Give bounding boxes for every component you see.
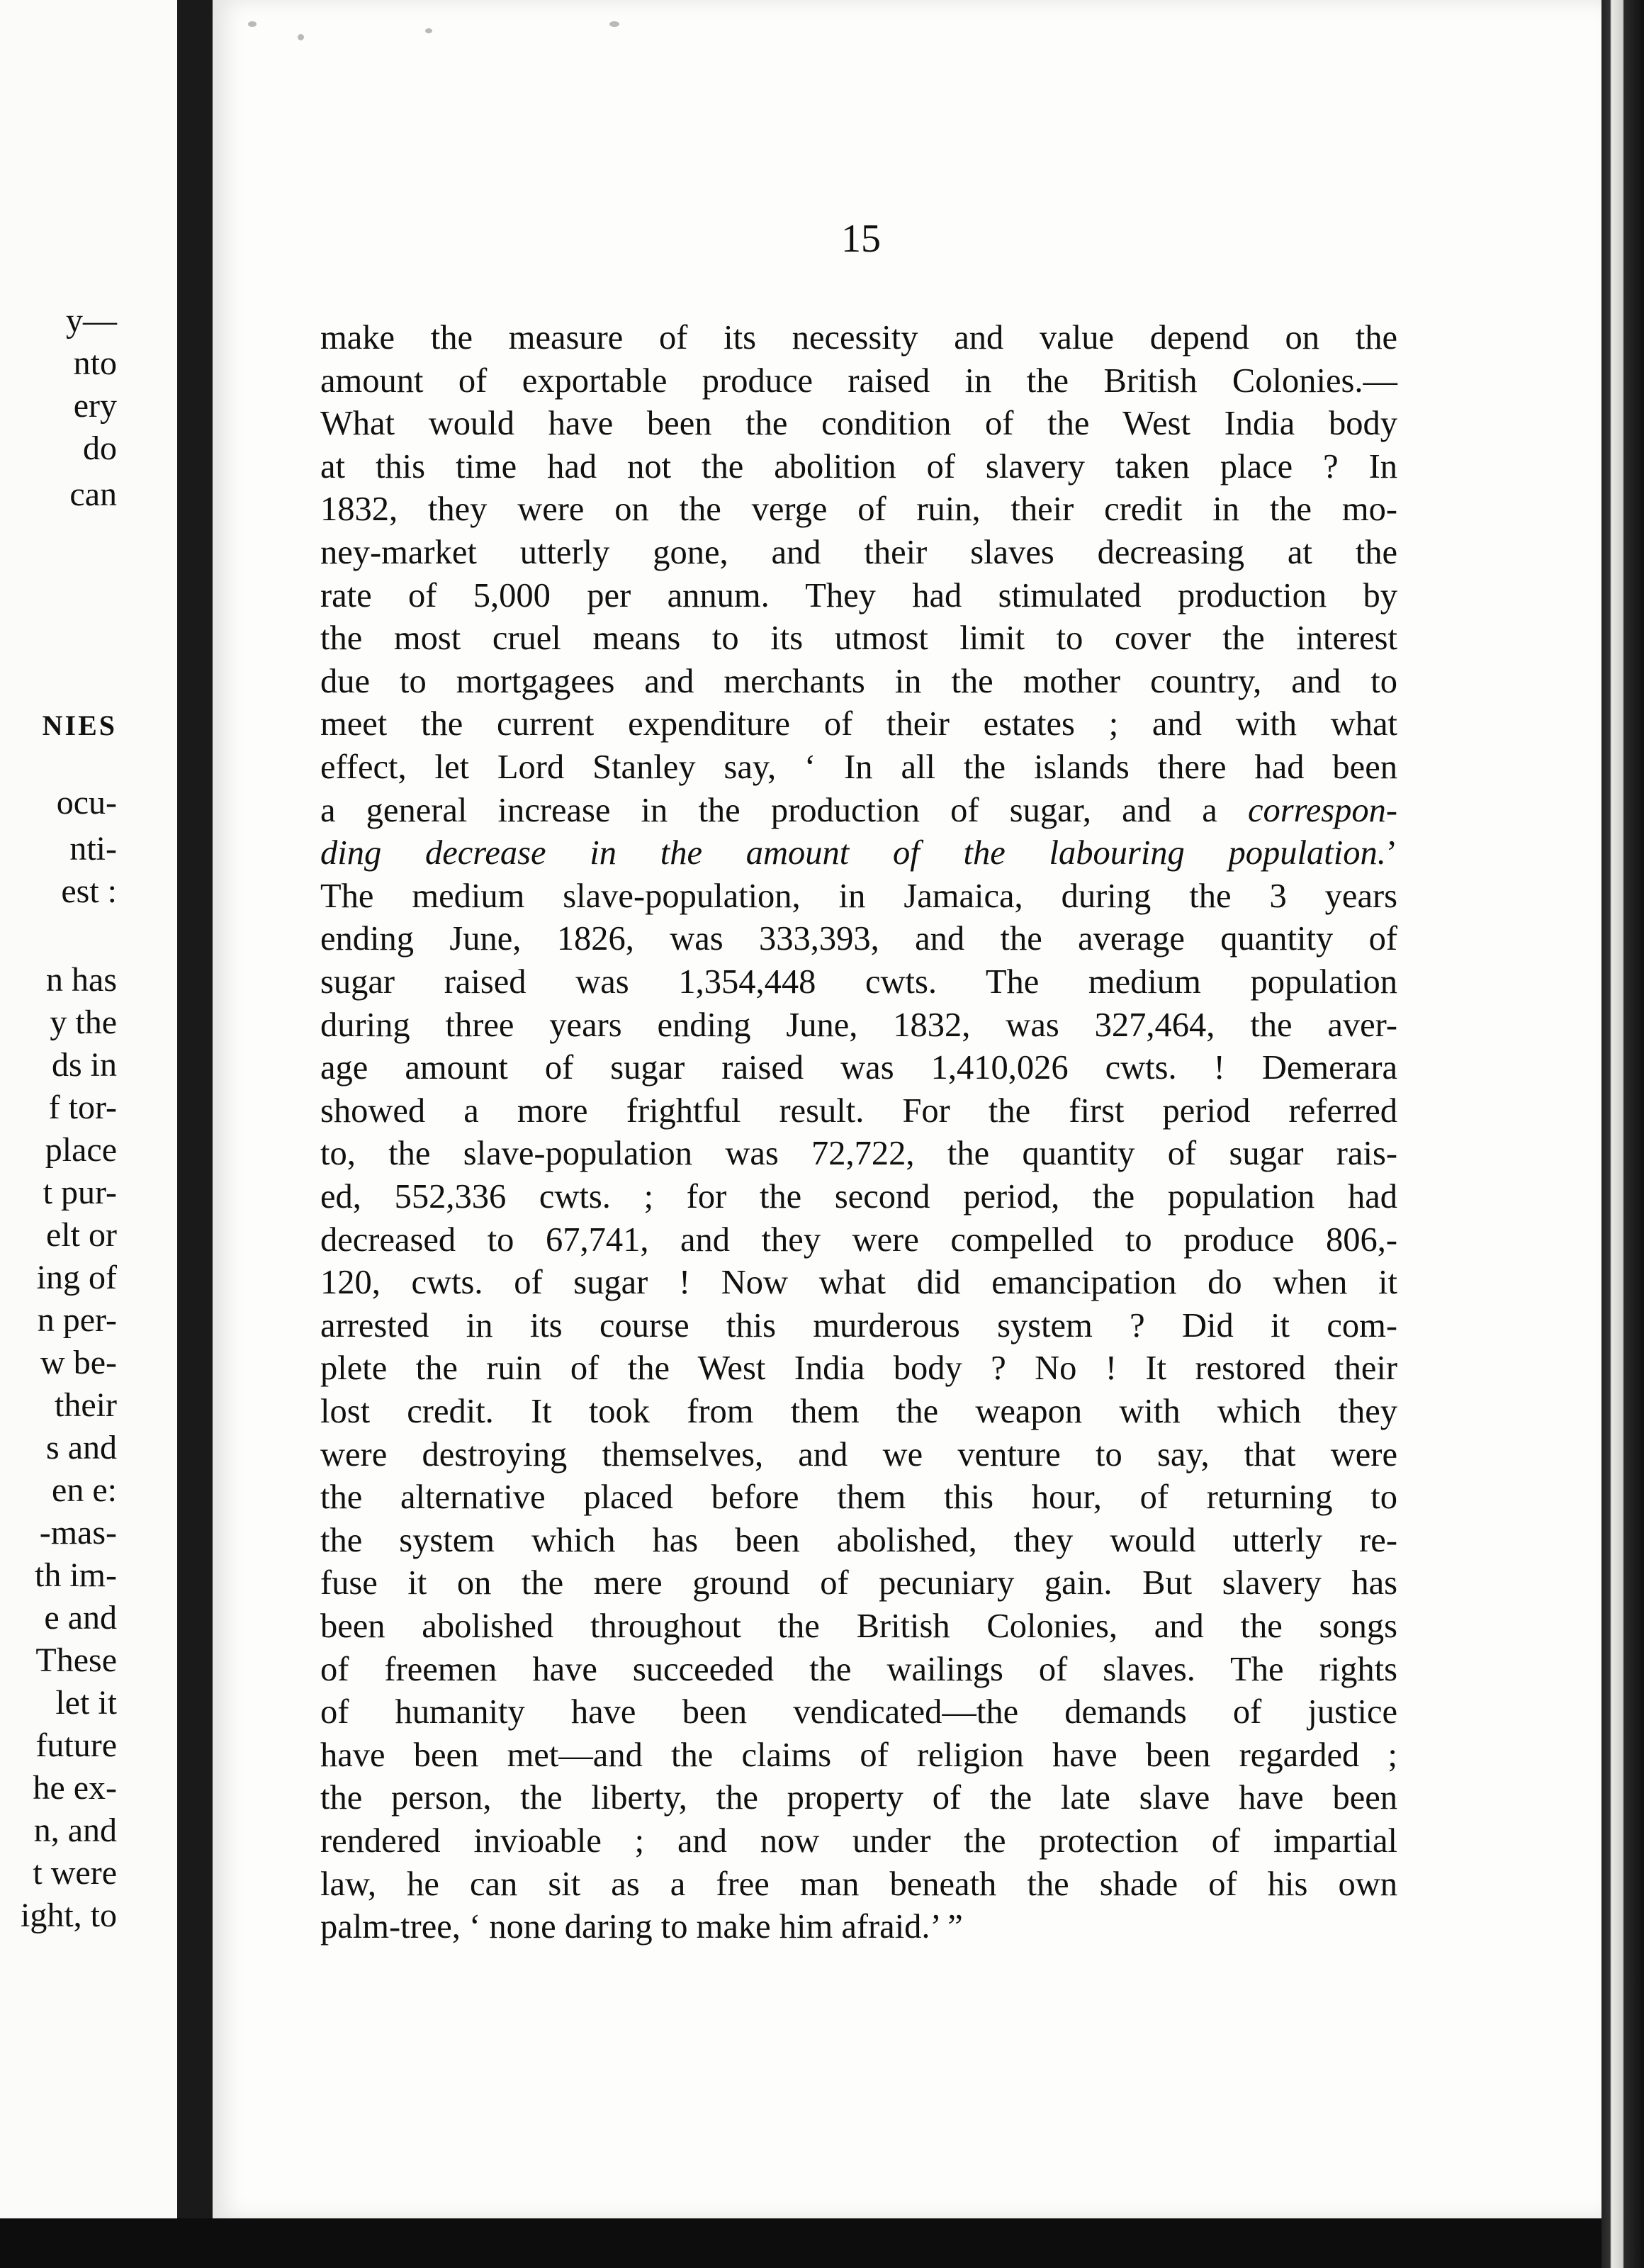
text-line: arrested in its course this murderous system ? Did it com- <box>320 1306 1397 1344</box>
left-page-fragment: n has <box>46 961 117 999</box>
left-page-fragment: y the <box>50 1004 117 1041</box>
text-line: effect, let Lord Stanley say, ‘ In all the islands there had been <box>320 748 1397 786</box>
text-line: meet the current expenditure of their estates ; and with what <box>320 705 1397 743</box>
text-line: to, the slave-population was 72,722, the quantity of sugar rais- <box>320 1135 1397 1173</box>
text-line: the alternative placed before them this hour, of returning to <box>320 1478 1397 1517</box>
left-page-fragment: y— <box>66 302 117 339</box>
left-page-fragment: he ex- <box>33 1769 117 1807</box>
left-page-fragment: th im- <box>35 1556 117 1594</box>
text-line: lost credit. It took from them the weapon with which they <box>320 1393 1397 1430</box>
left-page-fragment: est : <box>61 872 117 910</box>
text-line: have been met—and the claims of religion have been regarded ; <box>320 1736 1397 1774</box>
text-line: the most cruel means to its utmost limit to cover the interest <box>320 619 1397 658</box>
text-line: age amount of sugar raised was 1,410,026 cwts. ! Demerara <box>320 1049 1397 1087</box>
scan-speck <box>609 21 619 27</box>
text-line: been abolished throughout the British Colonies, and the songs <box>320 1607 1397 1645</box>
left-page-fragment: elt or <box>46 1216 117 1254</box>
text-line: ding decrease in the amount of the labouring population.’ <box>320 834 1397 872</box>
text-line: What would have been the condition of the West India body <box>320 405 1397 443</box>
left-page-fragment: n, and <box>33 1812 117 1849</box>
left-page-fragment: ing of <box>36 1259 117 1296</box>
text-line: make the measure of its necessity and value depend on the <box>320 319 1397 357</box>
text-line: showed a more frightful result. For the first period referred <box>320 1091 1397 1130</box>
scan-speck <box>248 21 257 27</box>
text-line: ney-market utterly gone, and their slaves decreasing at the <box>320 534 1397 571</box>
left-page-fragment: place <box>45 1131 117 1169</box>
left-page-fragment: ight, to <box>20 1897 117 1934</box>
left-page-fragment: can <box>69 476 117 513</box>
italic-text: correspon- <box>1247 791 1397 829</box>
left-page-fragment: let it <box>55 1684 117 1722</box>
left-page-fragment: their <box>55 1386 117 1424</box>
left-page-fragment: -mas- <box>39 1514 117 1551</box>
text-line: 1832, they were on the verge of ruin, their credit in the mo- <box>320 490 1397 529</box>
italic-text: ding decrease in the amount of the labouring population. <box>320 834 1386 872</box>
text-line: palm-tree, ‘ none daring to make him afraid.’ ” <box>320 1908 963 1946</box>
text-line: The medium slave-population, in Jamaica, during the 3 years <box>320 877 1397 915</box>
left-page-fragment: w be- <box>40 1344 117 1381</box>
left-page <box>0 0 177 2240</box>
left-page-fragment: nto <box>73 344 117 382</box>
text-line: ed, 552,336 cwts. ; for the second period, the population had <box>320 1178 1397 1216</box>
left-page-fragment: t were <box>33 1854 117 1892</box>
text-line: rendered invioable ; and now under the protection of impartial <box>320 1822 1397 1860</box>
text-line: at this time had not the abolition of slavery taken place ? In <box>320 447 1397 485</box>
left-page-fragment: en e: <box>52 1471 117 1509</box>
left-page-fragment: ocu- <box>56 784 117 821</box>
text-line: rate of 5,000 per annum. They had stimulated production by <box>320 576 1397 614</box>
book-gutter <box>177 0 213 2240</box>
text-line: 120, cwts. of sugar ! Now what did emancipation do when it <box>320 1264 1397 1302</box>
text-line: the person, the liberty, the property of the late slave have been <box>320 1779 1397 1817</box>
text-line: fuse it on the mere ground of pecuniary gain. But slavery has <box>320 1564 1397 1602</box>
text-line: amount of exportable produce raised in the British Colonies.— <box>320 361 1397 400</box>
text-line: law, he can sit as a free man beneath the shade of his own <box>320 1865 1397 1903</box>
left-page-fragment: do <box>83 430 117 467</box>
text-line: of humanity have been vendicated—the demands of justice <box>320 1693 1397 1731</box>
page-number: 15 <box>841 217 881 261</box>
left-page-fragment: ery <box>73 387 117 425</box>
page-edge <box>1601 0 1644 2268</box>
text-line: a general increase in the production of sugar, and a correspon- <box>320 791 1397 829</box>
text-line: ending June, 1826, was 333,393, and the average quantity of <box>320 920 1397 958</box>
left-page-fragment: ds in <box>51 1046 117 1084</box>
left-page-fragment: e and <box>44 1599 117 1637</box>
left-page-fragment: These <box>35 1641 117 1679</box>
text-line: were destroying themselves, and we venture to say, that were <box>320 1435 1397 1473</box>
bottom-border <box>0 2218 1601 2268</box>
left-page-fragment: t pur- <box>43 1174 117 1211</box>
text-line: plete the ruin of the West India body ? No ! It restored their <box>320 1349 1397 1388</box>
text-line: of freemen have succeeded the wailings of slaves. The rights <box>320 1650 1397 1688</box>
text-line: during three years ending June, 1832, was 327,464, the aver- <box>320 1006 1397 1044</box>
text-line: due to mortgagees and merchants in the mother country, and to <box>320 662 1397 700</box>
left-page-fragment: n per- <box>37 1301 117 1339</box>
left-page-fragment: nti- <box>69 830 117 868</box>
scan-speck <box>298 34 304 40</box>
left-page-fragment: s and <box>46 1429 117 1466</box>
left-page-fragment: NIES <box>42 709 117 741</box>
left-page-fragment: future <box>35 1727 117 1764</box>
text-line: the system which has been abolished, they would utterly re- <box>320 1521 1397 1559</box>
left-page-fragment: f tor- <box>48 1089 117 1126</box>
scan-speck <box>425 28 432 33</box>
text-line: decreased to 67,741, and they were compelled to produce 806,- <box>320 1220 1397 1259</box>
text-line: sugar raised was 1,354,448 cwts. The medium population <box>320 963 1397 1001</box>
